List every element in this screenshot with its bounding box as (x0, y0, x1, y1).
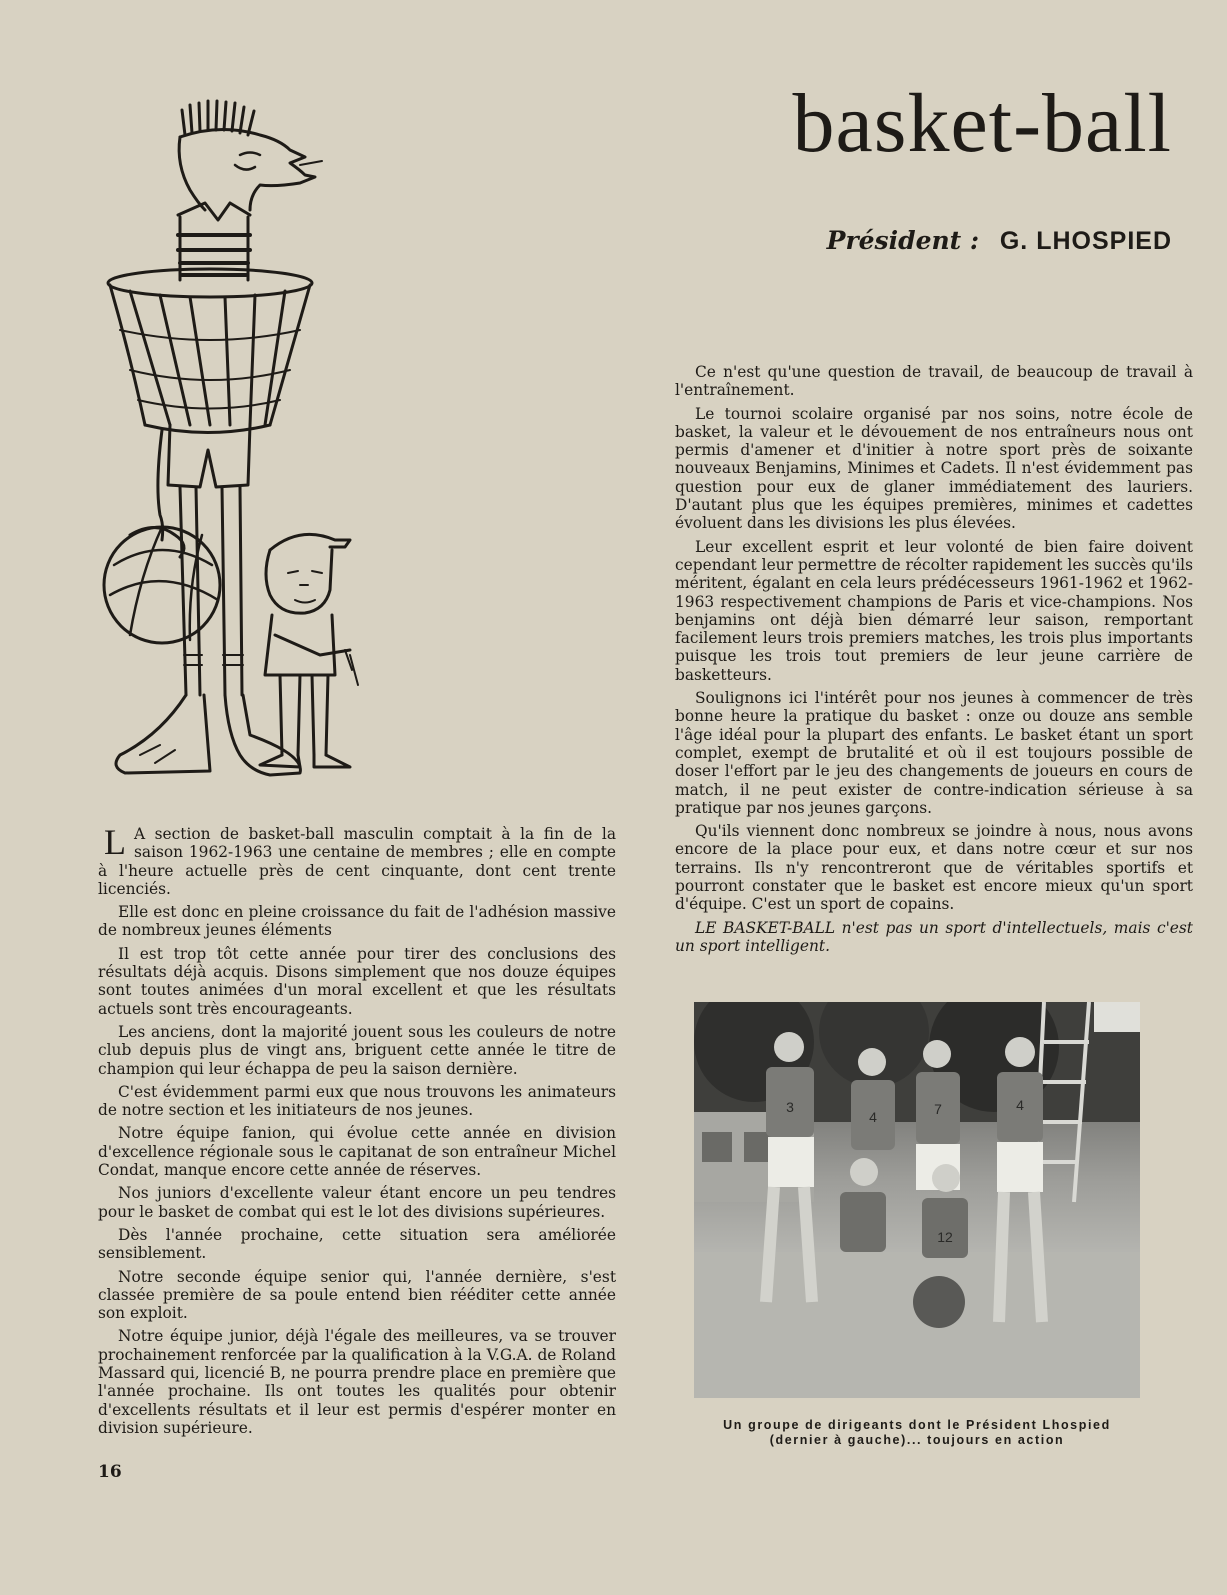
left-paragraph: Notre seconde équipe senior qui, l'année dernière, s'est classée première de sa poule entend bien rééditer cette année son exploit. (98, 1267, 616, 1323)
right-paragraph: Le tournoi scolaire organisé par nos soins, notre école de basket, la valeur et le dévouement de nos entraîneurs nous ont permis d'amener et d'initier à notre sport près de soixante nouveaux Benjamins, Minimes et Cadets. Il n'est évidemment pas question pour eux de glaner immédiatement des lauriers. D'autant plus que les équipes premières, minimes et cadettes évoluent dans les divisions les plus élevées. (675, 404, 1193, 533)
drop-cap: L (104, 822, 126, 862)
closing-paragraph: LE BASKET-BALL n'est pas un sport d'intellectuels, mais c'est un sport intelligent. (675, 918, 1193, 955)
left-paragraph: Il est trop tôt cette année pour tirer des conclusions des résultats déjà acquis. Disons simplement que nos douze équipes sont toutes animées d'un moral excellent et que les résultats actuels sont très encourageants. (98, 944, 616, 1018)
right-first-paragraph: Ce n'est qu'une question de travail, de beaucoup de travail à l'entraînement. (675, 363, 1193, 400)
left-column (98, 822, 617, 1442)
jersey-number: 7 (934, 1101, 942, 1117)
page-title: basket-ball (792, 77, 1172, 170)
basketball-cartoon-illustration (100, 95, 360, 800)
right-paragraph: Leur excellent esprit et leur volonté de bien faire doivent cependant leur permettre de récolter rapidement les succès qu'ils méritent, égalant en cela leurs prédécesseurs 1961-1962 et 1962-1963 respectivement champions de Paris et vice-champions. Nos benjamins ont déjà bien démarré leur saison, remportant facilement leurs trois premiers matches, les trois plus importants puisque les trois tout premiers de leur jeune carrière de basketteurs. (675, 537, 1193, 684)
intro-text: A section de basket-ball masculin comptait à la fin de la saison 1962-1963 une centaine de membres ; elle en compte à l'heure actuelle près de cent cinquante, dont cent trente licenciés. (98, 825, 616, 898)
jersey-number: 12 (937, 1229, 953, 1245)
left-paragraph: Elle est donc en pleine croissance du fait de l'adhésion massive de nombreux jeunes éléments (98, 903, 616, 940)
president-line (827, 228, 1172, 254)
intro-paragraph (98, 822, 616, 898)
left-paragraph: Dès l'année prochaine, cette situation sera améliorée sensiblement. (98, 1225, 616, 1263)
team-photo-drawing (694, 1002, 1140, 1398)
left-paragraph: Les anciens, dont la majorité jouent sous les couleurs de notre club depuis plus de vingt ans, briguent cette année le titre de champion qui leur échappa de peu la saison dernière. (98, 1022, 616, 1078)
jersey-number: 4 (869, 1109, 877, 1125)
president-role: Président : (826, 226, 980, 255)
photo-caption (694, 1418, 1140, 1448)
page-number: 16 (98, 1462, 122, 1482)
right-paragraph: Qu'ils viennent donc nombreux se joindre à nous, nous avons encore de la place pour eux, et dans notre cœur et sur nos terrains. Ils n'y rencontreront que de véritables sportifs et pourront constater que le basket est encore mieux qu'un sport d'équipe. C'est un sport de copains. (675, 822, 1193, 914)
left-paragraph: Nos juniors d'excellente valeur étant encore un peu tendres pour le basket de combat qui est le lot des divisions supérieures. (98, 1184, 616, 1221)
president-name: G. LHOSPIED (999, 227, 1172, 255)
caption-line: (dernier à gauche)... toujours en action (769, 1433, 1065, 1447)
jersey-number: 3 (786, 1099, 794, 1115)
left-paragraph: Notre équipe fanion, qui évolue cette année en division d'excellence régionale sous le capitanat de son entraîneur Michel Condat, manque encore cette année de réserves. (98, 1124, 616, 1180)
team-photo (694, 1002, 1140, 1398)
right-column (675, 363, 1193, 960)
jersey-number: 4 (1016, 1097, 1024, 1113)
caption-line: Un groupe de dirigeants dont le Président Lhospied (723, 1418, 1111, 1432)
right-paragraph: Soulignons ici l'intérêt pour nos jeunes à commencer de très bonne heure la pratique du basket : onze ou douze ans semble l'âge idéal pour la plupart des enfants. Le basket étant un sport complet, exempt de brutalité et où il est toujours possible de doser l'effort par le jeu des changements de joueurs en cours de match, il ne peut exister de contre-indication sérieuse à sa pratique par nos jeunes garçons. (675, 689, 1193, 817)
left-paragraph: C'est évidemment parmi eux que nous trouvons les animateurs de notre section et les initiateurs de nos jeunes. (98, 1082, 616, 1120)
left-paragraph: Notre équipe junior, déjà l'égale des meilleures, va se trouver prochainement renforcée par la qualification à la V.G.A. de Roland Massard qui, licencié B, ne pourra prendre place en première que l'année prochaine. Ils ont toutes les qualités pour obtenir d'excellents résultats et il leur est permis d'espérer monter en division supérieure. (98, 1327, 617, 1437)
